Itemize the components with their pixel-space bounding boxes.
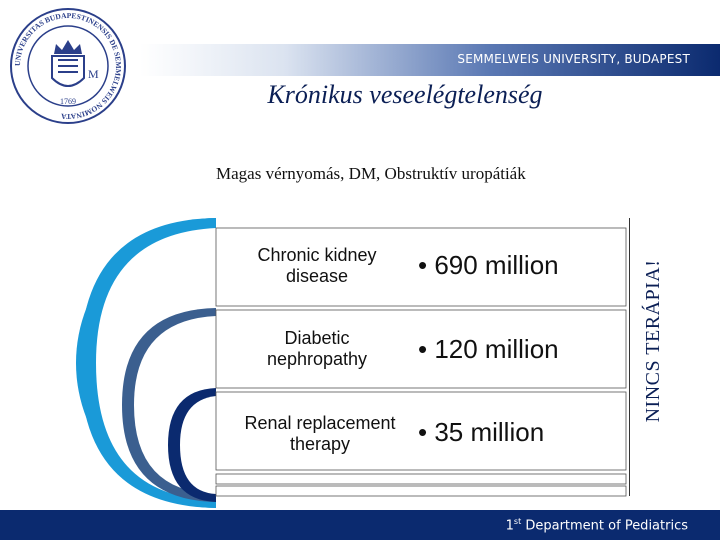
svg-text:UNIVERSITAS BUDAPESTINENSIS DE: UNIVERSITAS BUDAPESTINENSIS DE SEMMELWEIS NOMINATA — [12, 10, 124, 122]
row-value-rrt: • 35 million — [418, 417, 545, 447]
slide-title: Krónikus veseelégtelenség — [267, 80, 543, 109]
slide-subtitle: Magas vérnyomás, DM, Obstruktív uropátiák — [216, 164, 526, 183]
side-note-no-therapy: NINCS TERÁPIA! — [642, 259, 664, 423]
footer-department-name: Department of Pediatrics — [521, 518, 688, 534]
row-value-ckd: • 690 million — [418, 250, 559, 280]
row-box-empty-1 — [216, 474, 626, 484]
svg-text:1769: 1769 — [60, 97, 76, 106]
svg-text:M: M — [88, 67, 99, 81]
university-name: SEMMELWEIS UNIVERSITY, BUDAPEST — [457, 52, 690, 66]
footer-ordinal-suffix: st — [513, 517, 522, 526]
footer-bar — [0, 510, 720, 540]
row-label-ckd-line1: Chronic kidney — [257, 245, 377, 265]
row-label-dn-line2: nephropathy — [266, 349, 368, 369]
row-label-ckd-line2: disease — [285, 266, 349, 286]
row-box-empty-2 — [216, 486, 626, 496]
row-label-rrt — [222, 413, 418, 455]
row-label-ckd — [222, 245, 412, 287]
side-divider — [629, 218, 630, 496]
row-value-dn: • 120 million — [418, 334, 559, 364]
row-label-rrt-line2: therapy — [289, 434, 351, 454]
footer-department — [506, 517, 688, 533]
footer-ordinal: 1 — [505, 518, 514, 534]
row-label-rrt-line1: Renal replacement — [244, 413, 396, 433]
row-label-dn — [222, 328, 412, 370]
row-label-dn-line1: Diabetic — [284, 328, 350, 348]
